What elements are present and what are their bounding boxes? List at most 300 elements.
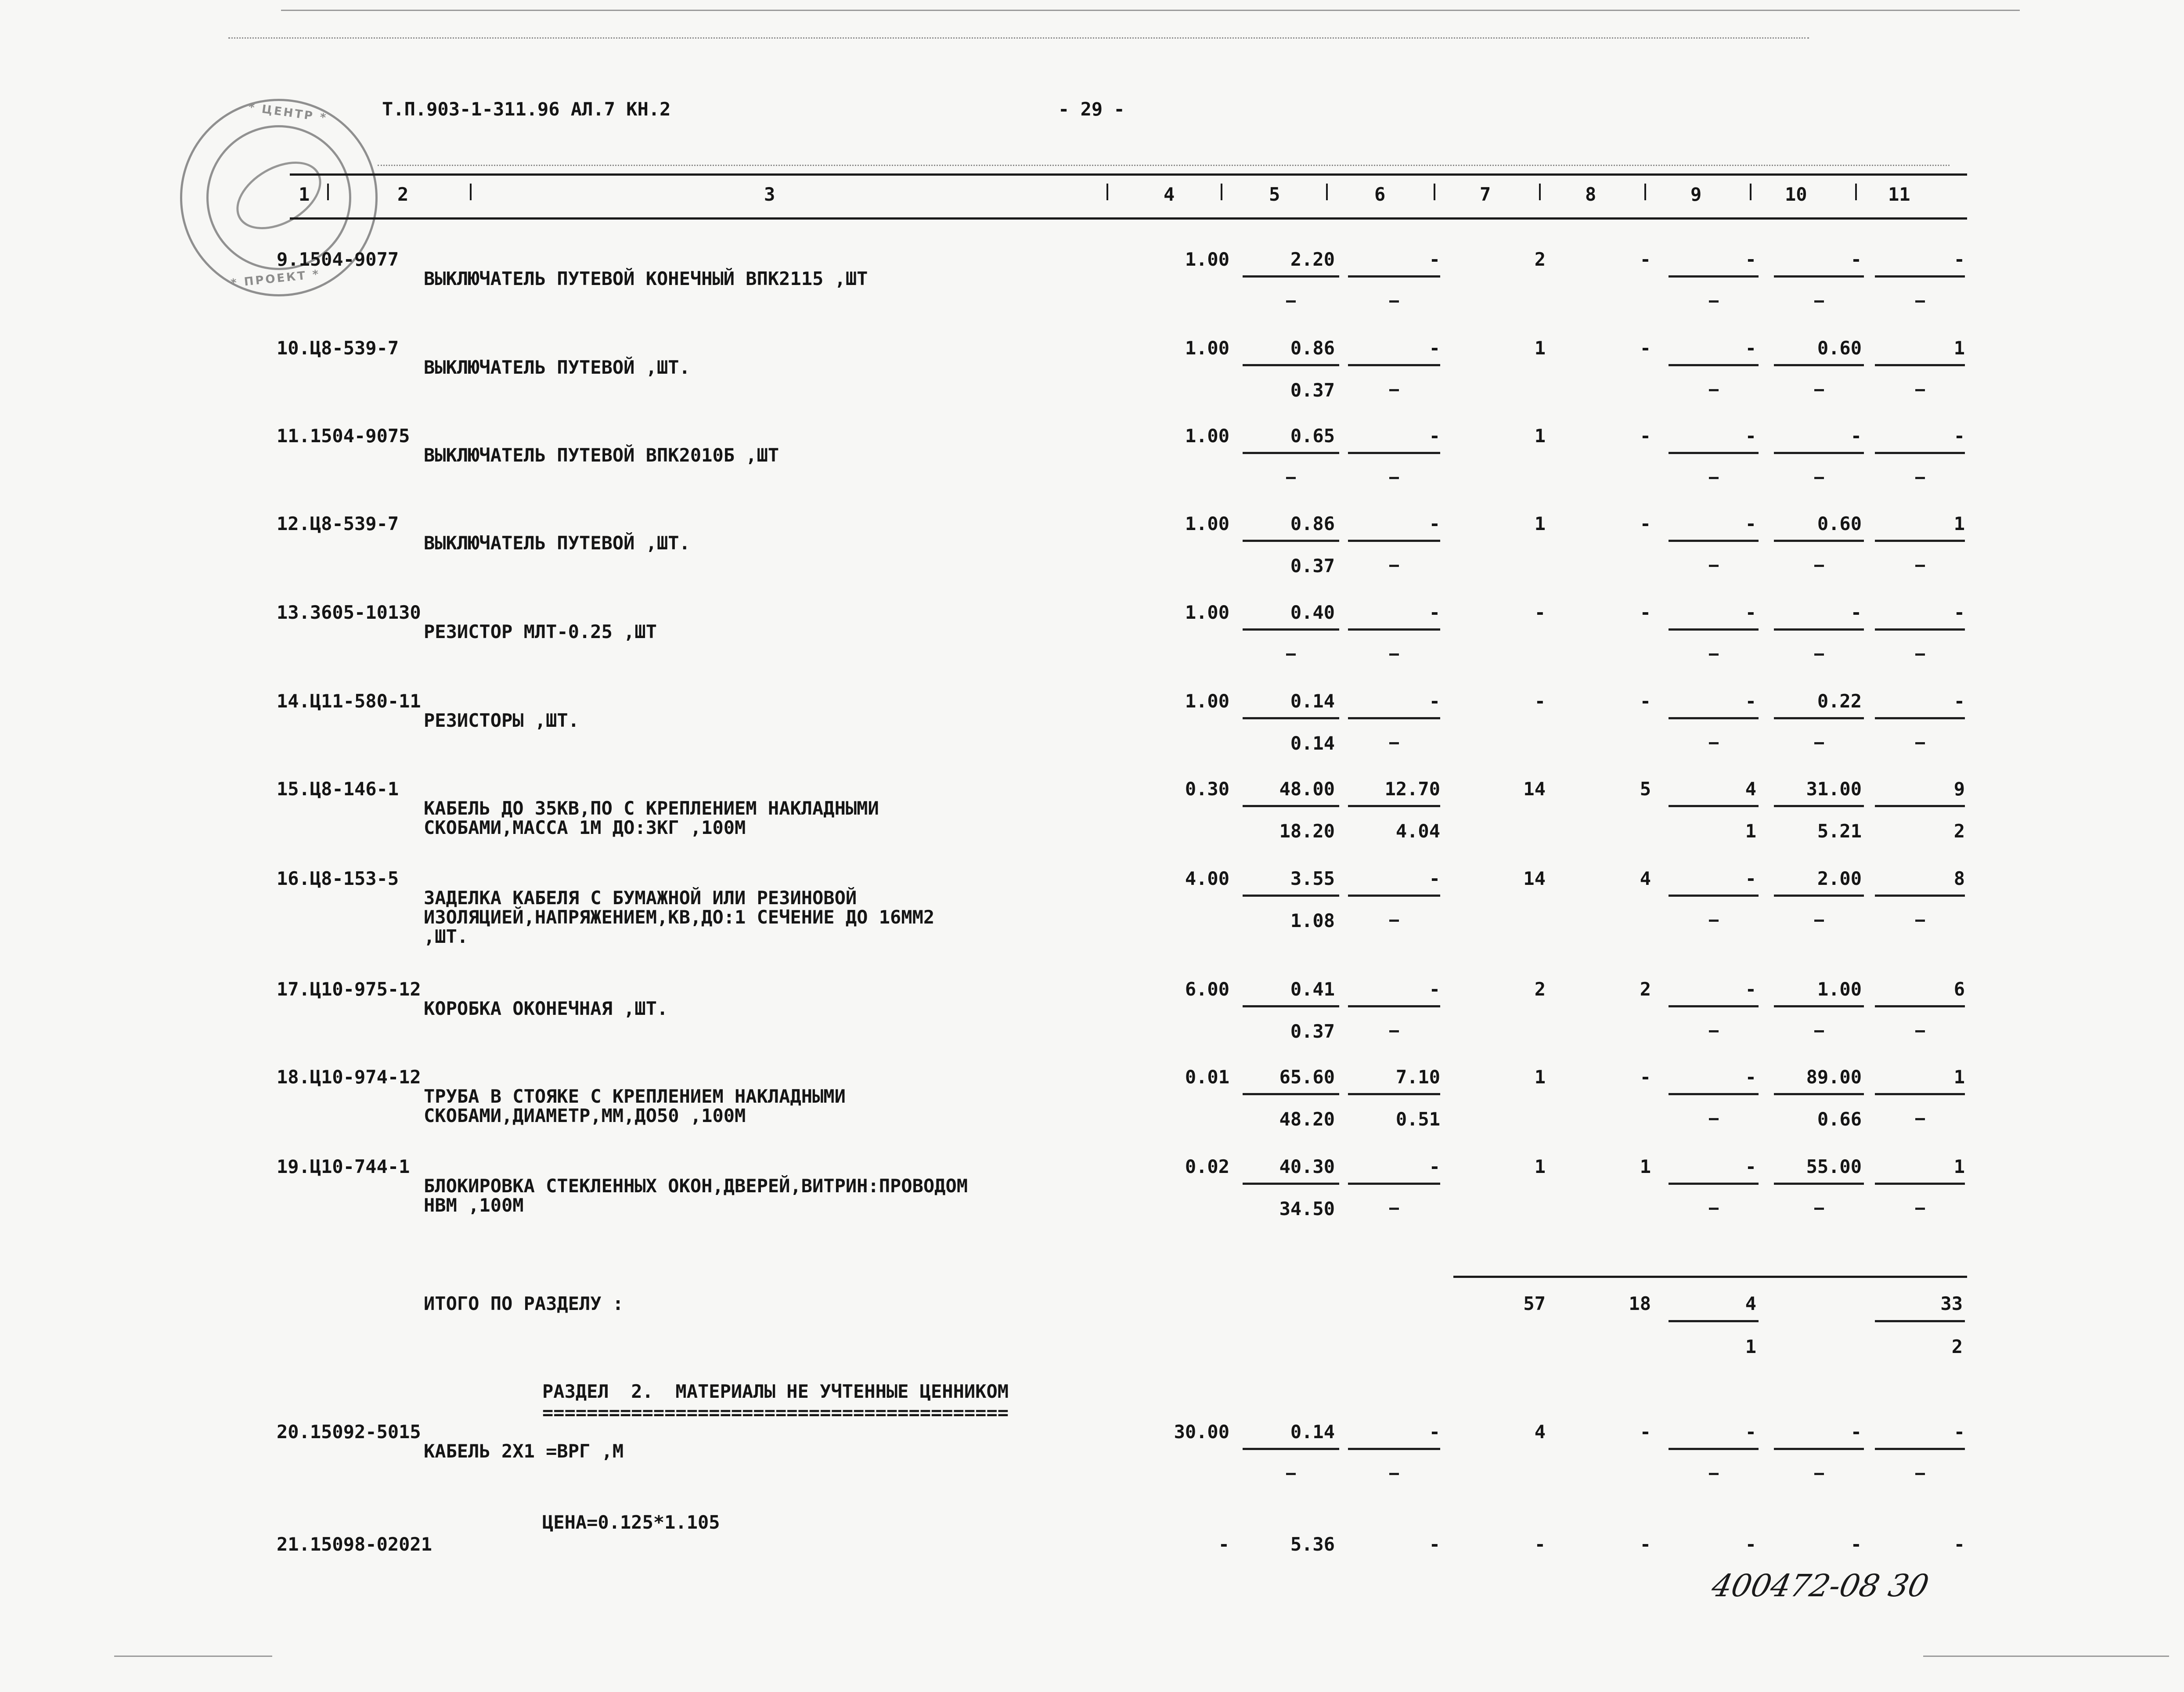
dash-mark — [1814, 653, 1824, 656]
col5-bottom-value: 34.50 — [1279, 1198, 1335, 1219]
fraction-divider — [1348, 540, 1440, 542]
col6-value: - — [1429, 513, 1440, 534]
col-header-5: 5 — [1269, 184, 1280, 205]
col7-value: 1 — [1534, 1066, 1546, 1088]
fraction-divider — [1669, 1005, 1759, 1007]
dash-mark — [1915, 1118, 1925, 1120]
fraction-divider — [1774, 275, 1864, 278]
col5-value: 0.41 — [1290, 978, 1335, 1000]
fraction-divider — [1669, 717, 1759, 719]
col7-value: 4 — [1534, 1421, 1546, 1443]
item-description: НВМ ,100М — [424, 1194, 524, 1216]
col10-value: 1.00 — [1817, 978, 1862, 1000]
fraction-divider — [1875, 1093, 1965, 1095]
col4-quantity: 0.02 — [1185, 1156, 1229, 1177]
header-bottom-rule — [290, 217, 1967, 220]
scan-top-edge — [281, 10, 2020, 11]
col10-value: 0.22 — [1817, 690, 1862, 712]
item-description: ВЫКЛЮЧАТЕЛЬ ПУТЕВОЙ ВПК2010Б ,ШТ — [424, 444, 779, 466]
fraction-divider — [1875, 805, 1965, 807]
item-code: 21.15098-02021 — [277, 1533, 432, 1555]
col10-value: - — [1850, 425, 1862, 447]
item-description: ВЫКЛЮЧАТЕЛЬ ПУТЕВОЙ КОНЕЧНЫЙ ВПК2115 ,ШТ — [424, 268, 868, 289]
col5-bottom-value: 0.37 — [1290, 379, 1335, 401]
header-top-rule — [290, 173, 1967, 176]
dash-mark — [1389, 389, 1399, 391]
col5-value: 0.14 — [1290, 1421, 1335, 1443]
col9-value: - — [1745, 1156, 1756, 1177]
fraction-divider — [1669, 628, 1759, 631]
col7-value: 1 — [1534, 1156, 1546, 1177]
fraction-divider — [1348, 1093, 1440, 1095]
col-header-8: 8 — [1585, 184, 1597, 205]
col-header-3: 3 — [764, 184, 775, 205]
fraction-divider — [1875, 628, 1965, 631]
col-header-2: 2 — [397, 184, 409, 205]
col10-value: 0.60 — [1817, 337, 1862, 359]
fraction-divider — [1348, 1448, 1440, 1450]
fraction-divider — [1243, 1005, 1339, 1007]
fraction-divider — [1348, 628, 1440, 631]
col10-value: - — [1850, 1533, 1862, 1555]
col5-bottom-value: 18.20 — [1279, 820, 1335, 842]
fraction-divider — [1243, 1183, 1339, 1185]
col11-value: 6 — [1953, 978, 1965, 1000]
col-separator — [327, 184, 329, 200]
col7-value: 14 — [1523, 778, 1546, 800]
col-header-7: 7 — [1480, 184, 1491, 205]
col-header-11: 11 — [1888, 184, 1910, 205]
col8-value: - — [1640, 690, 1651, 712]
scan-bottom-edge-right — [1923, 1656, 2169, 1657]
dash-mark — [1915, 653, 1925, 656]
col5-bottom-value: 48.20 — [1279, 1108, 1335, 1130]
item-code: 15.Ц8-146-1 — [277, 778, 399, 800]
fraction-divider — [1669, 1183, 1759, 1185]
col11-value: 1 — [1953, 1156, 1965, 1177]
item-code: 19.Ц10-744-1 — [277, 1156, 410, 1177]
dash-mark — [1709, 1030, 1719, 1032]
fraction-divider — [1669, 895, 1759, 897]
col5-value: 0.86 — [1290, 337, 1335, 359]
fraction-divider — [1243, 895, 1339, 897]
col5-bottom-value: 0.14 — [1290, 732, 1335, 754]
section2-underline: ========================================== — [542, 1402, 1009, 1423]
col4-quantity: 1.00 — [1185, 425, 1229, 447]
fraction-divider — [1348, 717, 1440, 719]
col10-value: - — [1850, 249, 1862, 270]
col5-bottom-value: 0.37 — [1290, 1021, 1335, 1042]
col8-value: - — [1640, 249, 1651, 270]
dash-mark — [1814, 1473, 1824, 1475]
col5-value: 0.65 — [1290, 425, 1335, 447]
dash-mark — [1389, 565, 1399, 567]
col8-value: - — [1640, 1066, 1651, 1088]
col4-quantity: 1.00 — [1185, 249, 1229, 270]
col-separator — [470, 184, 472, 200]
item-code: 20.15092-5015 — [277, 1421, 421, 1443]
dash-mark — [1389, 1030, 1399, 1032]
item-description: ТРУБА В СТОЯКЕ С КРЕПЛЕНИЕМ НАКЛАДНЫМИ — [424, 1086, 846, 1107]
dash-mark — [1709, 300, 1719, 303]
total-col9-divider — [1669, 1320, 1759, 1322]
item-code: 18.Ц10-974-12 — [277, 1066, 421, 1088]
total-label: ИТОГО ПО РАЗДЕЛУ : — [424, 1293, 624, 1314]
item-description: РЕЗИСТОР МЛТ-0.25 ,ШТ — [424, 621, 657, 642]
fraction-divider — [1669, 1448, 1759, 1450]
col-header-4: 4 — [1164, 184, 1175, 205]
col11-value: 1 — [1953, 513, 1965, 534]
col11-value: - — [1953, 690, 1965, 712]
col11-value: 9 — [1953, 778, 1965, 800]
col11-value: - — [1953, 602, 1965, 623]
col-separator — [1539, 184, 1541, 200]
dash-mark — [1709, 389, 1719, 391]
item-description: СКОБАМИ,ДИАМЕТР,ММ,ДО50 ,100М — [424, 1105, 746, 1126]
page-number: - 29 - — [1058, 98, 1125, 120]
dash-mark — [1286, 1473, 1296, 1475]
fraction-divider — [1669, 805, 1759, 807]
col5-value: 2.20 — [1290, 249, 1335, 270]
dash-mark — [1915, 1208, 1925, 1210]
col4-quantity: 4.00 — [1185, 868, 1229, 889]
fraction-divider — [1348, 452, 1440, 454]
dash-mark — [1709, 653, 1719, 656]
fraction-divider — [1774, 1448, 1864, 1450]
dash-mark — [1286, 653, 1296, 656]
col7-value: 1 — [1534, 513, 1546, 534]
col7-value: 2 — [1534, 249, 1546, 270]
fraction-divider — [1875, 1448, 1965, 1450]
total-col7: 57 — [1523, 1293, 1546, 1314]
col8-value: 2 — [1640, 978, 1651, 1000]
fraction-divider — [1348, 805, 1440, 807]
col10-bottom-value: 0.66 — [1817, 1108, 1862, 1130]
item-code: 10.Ц8-539-7 — [277, 337, 399, 359]
col5-value: 48.00 — [1279, 778, 1335, 800]
fraction-divider — [1669, 540, 1759, 542]
col11-bottom-value: 2 — [1953, 820, 1965, 842]
col4-quantity: 1.00 — [1185, 690, 1229, 712]
col5-value: 65.60 — [1279, 1066, 1335, 1088]
item-description: СКОБАМИ,МАССА 1М ДО:3КГ ,100М — [424, 817, 746, 838]
dash-mark — [1709, 920, 1719, 922]
col8-value: - — [1640, 425, 1651, 447]
col10-value: 2.00 — [1817, 868, 1862, 889]
dash-mark — [1389, 920, 1399, 922]
col-header-6: 6 — [1374, 184, 1386, 205]
col-separator — [1644, 184, 1646, 200]
fraction-divider — [1243, 1093, 1339, 1095]
col6-value: - — [1429, 337, 1440, 359]
fraction-divider — [1875, 540, 1965, 542]
col6-value: 7.10 — [1395, 1066, 1440, 1088]
fraction-divider — [1348, 895, 1440, 897]
col10-value: 89.00 — [1806, 1066, 1862, 1088]
col7-value: 1 — [1534, 425, 1546, 447]
fraction-divider — [1774, 628, 1864, 631]
dash-mark — [1814, 1208, 1824, 1210]
handwritten-signature: 400472-08 30 — [1708, 1568, 1932, 1604]
col6-value: 12.70 — [1384, 778, 1440, 800]
col8-value: - — [1640, 602, 1651, 623]
fraction-divider — [1243, 628, 1339, 631]
dash-mark — [1709, 1118, 1719, 1120]
col-separator — [1434, 184, 1435, 200]
item-description: ,ШТ. — [424, 926, 469, 947]
col4-quantity: 1.00 — [1185, 513, 1229, 534]
fraction-divider — [1875, 895, 1965, 897]
fraction-divider — [1243, 540, 1339, 542]
item-description: ВЫКЛЮЧАТЕЛЬ ПУТЕВОЙ ,ШТ. — [424, 532, 690, 554]
dash-mark — [1286, 300, 1296, 303]
col9-value: - — [1745, 337, 1756, 359]
col-header-9: 9 — [1690, 184, 1702, 205]
dash-mark — [1389, 1208, 1399, 1210]
col11-value: 1 — [1953, 337, 1965, 359]
scan-bottom-edge-left — [114, 1656, 272, 1657]
total-col11-bottom: 2 — [1951, 1336, 1963, 1357]
dash-mark — [1915, 742, 1925, 744]
col5-value: 0.14 — [1290, 690, 1335, 712]
fraction-divider — [1243, 452, 1339, 454]
dash-mark — [1915, 565, 1925, 567]
item-description: КАБЕЛЬ ДО 35КВ,ПО С КРЕПЛЕНИЕМ НАКЛАДНЫМИ — [424, 797, 879, 819]
dash-mark — [1814, 920, 1824, 922]
col9-value: - — [1745, 1066, 1756, 1088]
dash-mark — [1709, 1208, 1719, 1210]
col4-value: - — [1218, 1533, 1229, 1555]
dash-mark — [1814, 389, 1824, 391]
col10-value: 31.00 — [1806, 778, 1862, 800]
col5-value: 0.40 — [1290, 602, 1335, 623]
fraction-divider — [1774, 1005, 1864, 1007]
col5-value: 0.86 — [1290, 513, 1335, 534]
dash-mark — [1389, 742, 1399, 744]
col8-value: - — [1640, 1533, 1651, 1555]
col6-value: - — [1429, 868, 1440, 889]
col6-value: - — [1429, 690, 1440, 712]
fraction-divider — [1774, 717, 1864, 719]
col10-bottom-value: 5.21 — [1817, 820, 1862, 842]
fraction-divider — [1243, 805, 1339, 807]
dash-mark — [1915, 389, 1925, 391]
item-code: 16.Ц8-153-5 — [277, 868, 399, 889]
scan-dotted-line — [228, 37, 1809, 39]
col9-value: - — [1745, 1421, 1756, 1443]
fraction-divider — [1875, 1183, 1965, 1185]
col11-value: - — [1953, 1533, 1965, 1555]
col7-value: - — [1534, 1533, 1546, 1555]
dash-mark — [1915, 300, 1925, 303]
fraction-divider — [1774, 805, 1864, 807]
col10-value: 0.60 — [1817, 513, 1862, 534]
dash-mark — [1389, 1473, 1399, 1475]
col6-value: - — [1429, 1533, 1440, 1555]
fraction-divider — [1774, 1183, 1864, 1185]
fraction-divider — [1669, 452, 1759, 454]
col-header-1: 1 — [299, 184, 310, 205]
fraction-divider — [1875, 364, 1965, 366]
col9-value: 4 — [1745, 778, 1756, 800]
fraction-divider — [1669, 1093, 1759, 1095]
dash-mark — [1389, 653, 1399, 656]
fraction-divider — [1669, 275, 1759, 278]
col10-value: 55.00 — [1806, 1156, 1862, 1177]
dash-mark — [1389, 300, 1399, 303]
item-code: 13.3605-10130 — [277, 602, 421, 623]
fraction-divider — [1243, 717, 1339, 719]
col7-value: 2 — [1534, 978, 1546, 1000]
fraction-divider — [1875, 275, 1965, 278]
fraction-divider — [1669, 364, 1759, 366]
fraction-divider — [1774, 364, 1864, 366]
dash-mark — [1709, 742, 1719, 744]
col9-value: - — [1745, 978, 1756, 1000]
col4-quantity: 6.00 — [1185, 978, 1229, 1000]
col8-value: 4 — [1640, 868, 1651, 889]
item-code: 11.1504-9075 — [277, 425, 410, 447]
col7-value: - — [1534, 602, 1546, 623]
fraction-divider — [1774, 1093, 1864, 1095]
col4-quantity: 0.01 — [1185, 1066, 1229, 1088]
item-code: 17.Ц10-975-12 — [277, 978, 421, 1000]
item-description: ВЫКЛЮЧАТЕЛЬ ПУТЕВОЙ ,ШТ. — [424, 357, 690, 378]
col11-value: 1 — [1953, 1066, 1965, 1088]
col6-value: - — [1429, 249, 1440, 270]
fraction-divider — [1774, 452, 1864, 454]
item-code: 9.1504-9077 — [277, 249, 399, 270]
col-separator — [1106, 184, 1108, 200]
col-separator — [1750, 184, 1752, 200]
col6-value: - — [1429, 425, 1440, 447]
fraction-divider — [1348, 1183, 1440, 1185]
header-dotted-line — [378, 165, 1950, 166]
col-separator — [1855, 184, 1857, 200]
fraction-divider — [1774, 540, 1864, 542]
dash-mark — [1814, 477, 1824, 479]
col10-value: - — [1850, 602, 1862, 623]
fraction-divider — [1243, 364, 1339, 366]
fraction-divider — [1243, 1448, 1339, 1450]
dash-mark — [1814, 1030, 1824, 1032]
col9-value: - — [1745, 868, 1756, 889]
col4-quantity: 1.00 — [1185, 602, 1229, 623]
col5-value: 3.55 — [1290, 868, 1335, 889]
col6-value: - — [1429, 602, 1440, 623]
col6-value: - — [1429, 1156, 1440, 1177]
dash-mark — [1286, 477, 1296, 479]
col9-value: - — [1745, 425, 1756, 447]
fraction-divider — [1875, 1005, 1965, 1007]
fraction-divider — [1875, 452, 1965, 454]
dash-mark — [1389, 477, 1399, 479]
dash-mark — [1915, 477, 1925, 479]
dash-mark — [1814, 565, 1824, 567]
col9-value: - — [1745, 602, 1756, 623]
col9-bottom-value: 1 — [1745, 820, 1756, 842]
col8-value: - — [1640, 1421, 1651, 1443]
col6-bottom-value: 4.04 — [1395, 820, 1440, 842]
fraction-divider — [1243, 275, 1339, 278]
col6-bottom-value: 0.51 — [1395, 1108, 1440, 1130]
col5-value: 40.30 — [1279, 1156, 1335, 1177]
total-top-rule — [1453, 1276, 1967, 1278]
document-code: Т.П.903-1-311.96 АЛ.7 КН.2 — [382, 98, 671, 120]
col11-value: 8 — [1953, 868, 1965, 889]
fraction-divider — [1774, 895, 1864, 897]
col4-quantity: 0.30 — [1185, 778, 1229, 800]
total-col11-divider — [1875, 1320, 1965, 1322]
col8-value: - — [1640, 337, 1651, 359]
col9-value: - — [1745, 690, 1756, 712]
dash-mark — [1709, 1473, 1719, 1475]
col-separator — [1221, 184, 1222, 200]
col10-value: - — [1850, 1421, 1862, 1443]
dash-mark — [1915, 920, 1925, 922]
col7-value: - — [1534, 690, 1546, 712]
dash-mark — [1814, 300, 1824, 303]
dash-mark — [1915, 1473, 1925, 1475]
col6-value: - — [1429, 978, 1440, 1000]
dash-mark — [1709, 565, 1719, 567]
price-note: ЦЕНА=0.125*1.105 — [542, 1512, 720, 1533]
col-header-10: 10 — [1785, 184, 1807, 205]
item-code: 12.Ц8-539-7 — [277, 513, 399, 534]
dash-mark — [1814, 742, 1824, 744]
col5-bottom-value: 0.37 — [1290, 555, 1335, 577]
col11-value: - — [1953, 249, 1965, 270]
col5-bottom-value: 1.08 — [1290, 910, 1335, 931]
col4-quantity: 1.00 — [1185, 337, 1229, 359]
dash-mark — [1915, 1030, 1925, 1032]
fraction-divider — [1348, 275, 1440, 278]
col9-value: - — [1745, 249, 1756, 270]
item-code: 14.Ц11-580-11 — [277, 690, 421, 712]
fraction-divider — [1348, 364, 1440, 366]
col7-value: 14 — [1523, 868, 1546, 889]
item-description: БЛОКИРОВКА СТЕКЛЕННЫХ ОКОН,ДВЕРЕЙ,ВИТРИН:ПРОВОДОМ — [424, 1175, 968, 1197]
col4-quantity: 30.00 — [1174, 1421, 1229, 1443]
fraction-divider — [1875, 717, 1965, 719]
total-col9-bottom: 1 — [1745, 1336, 1756, 1357]
col8-value: - — [1640, 513, 1651, 534]
fraction-divider — [1348, 1005, 1440, 1007]
item-description: ИЗОЛЯЦИЕЙ,НАПРЯЖЕНИЕМ,КВ,ДО:1 СЕЧЕНИЕ ДО 16ММ2 — [424, 906, 935, 928]
col5-value: 5.36 — [1290, 1533, 1335, 1555]
col-separator — [1326, 184, 1328, 200]
col6-value: - — [1429, 1421, 1440, 1443]
item-description: КОРОБКА ОКОНЕЧНАЯ ,ШТ. — [424, 998, 668, 1019]
stamp-ring-text-bottom: * ПРОЕКТ * — [230, 267, 321, 290]
col8-value: 1 — [1640, 1156, 1651, 1177]
stamp-ring-text: * ЦЕНТР * — [247, 101, 328, 125]
col8-value: 5 — [1640, 778, 1651, 800]
col11-value: - — [1953, 1421, 1965, 1443]
item-description: ЗАДЕЛКА КАБЕЛЯ С БУМАЖНОЙ ИЛИ РЕЗИНОВОЙ — [424, 887, 857, 909]
dash-mark — [1709, 477, 1719, 479]
total-col8: 18 — [1629, 1293, 1651, 1314]
total-col9: 4 — [1745, 1293, 1756, 1314]
col11-value: - — [1953, 425, 1965, 447]
col9-value: - — [1745, 1533, 1756, 1555]
item-description: РЕЗИСТОРЫ ,ШТ. — [424, 710, 580, 731]
section2-title: РАЗДЕЛ 2. МАТЕРИАЛЫ НЕ УЧТЕННЫЕ ЦЕННИКОМ — [542, 1381, 1009, 1402]
item-description: КАБЕЛЬ 2Х1 =ВРГ ,М — [424, 1440, 624, 1462]
col9-value: - — [1745, 513, 1756, 534]
total-col11: 33 — [1940, 1293, 1963, 1314]
col7-value: 1 — [1534, 337, 1546, 359]
